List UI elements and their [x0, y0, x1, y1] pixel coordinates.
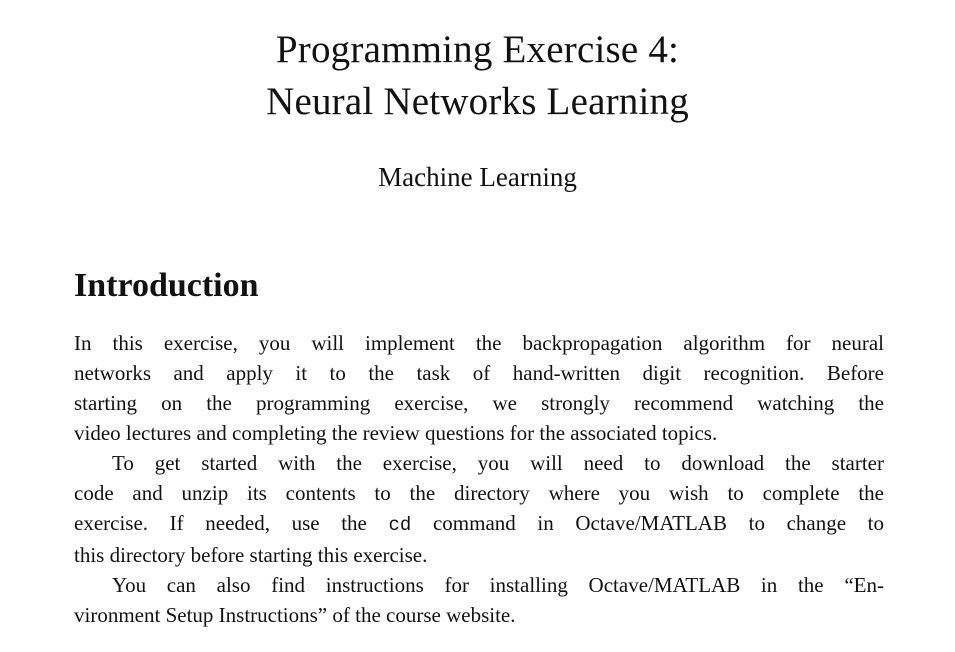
- paragraph-1-line-4: video lectures and completing the review questions for the associated topics.: [74, 421, 718, 445]
- document-title: [0, 24, 955, 128]
- paragraph-2-line-3: [74, 508, 884, 540]
- paragraph-3: [74, 570, 884, 630]
- section-heading: Introduction: [74, 267, 259, 304]
- body-text: [74, 328, 884, 630]
- title-line-1: Programming Exercise 4:: [275, 28, 680, 71]
- paragraph-1-line-2: networks and apply it to the task of hand-written digit recognition. Before: [74, 361, 884, 385]
- document-subtitle: Machine Learning: [378, 162, 577, 192]
- paragraph-2-line-1: To get started with the exercise, you will need to download the starter: [112, 451, 884, 475]
- paragraph-2-line-4: this directory before starting this exercise.: [74, 543, 428, 567]
- paragraph-1-line-1: In this exercise, you will implement the backpropagation algorithm for neural: [74, 331, 884, 355]
- paragraph-1-line-3: starting on the programming exercise, we strongly recommend watching the: [74, 391, 884, 415]
- title-line-2: Neural Networks Learning: [266, 80, 689, 123]
- paragraph-2-line-3-text-after: command in Octave/MATLAB to change to: [411, 511, 884, 535]
- paragraph-2-line-2: code and unzip its contents to the directory where you wish to complete the: [74, 481, 884, 505]
- paragraph-3-line-1: You can also find instructions for installing Octave/MATLAB in the “En-: [112, 573, 884, 597]
- paragraph-1: [74, 328, 884, 448]
- paragraph-3-line-2: vironment Setup Instructions” of the course website.: [74, 603, 516, 627]
- paragraph-2: [74, 448, 884, 570]
- inline-code-cd: cd: [388, 514, 412, 536]
- paragraph-2-line-3-text-before: exercise. If needed, use the: [74, 511, 389, 535]
